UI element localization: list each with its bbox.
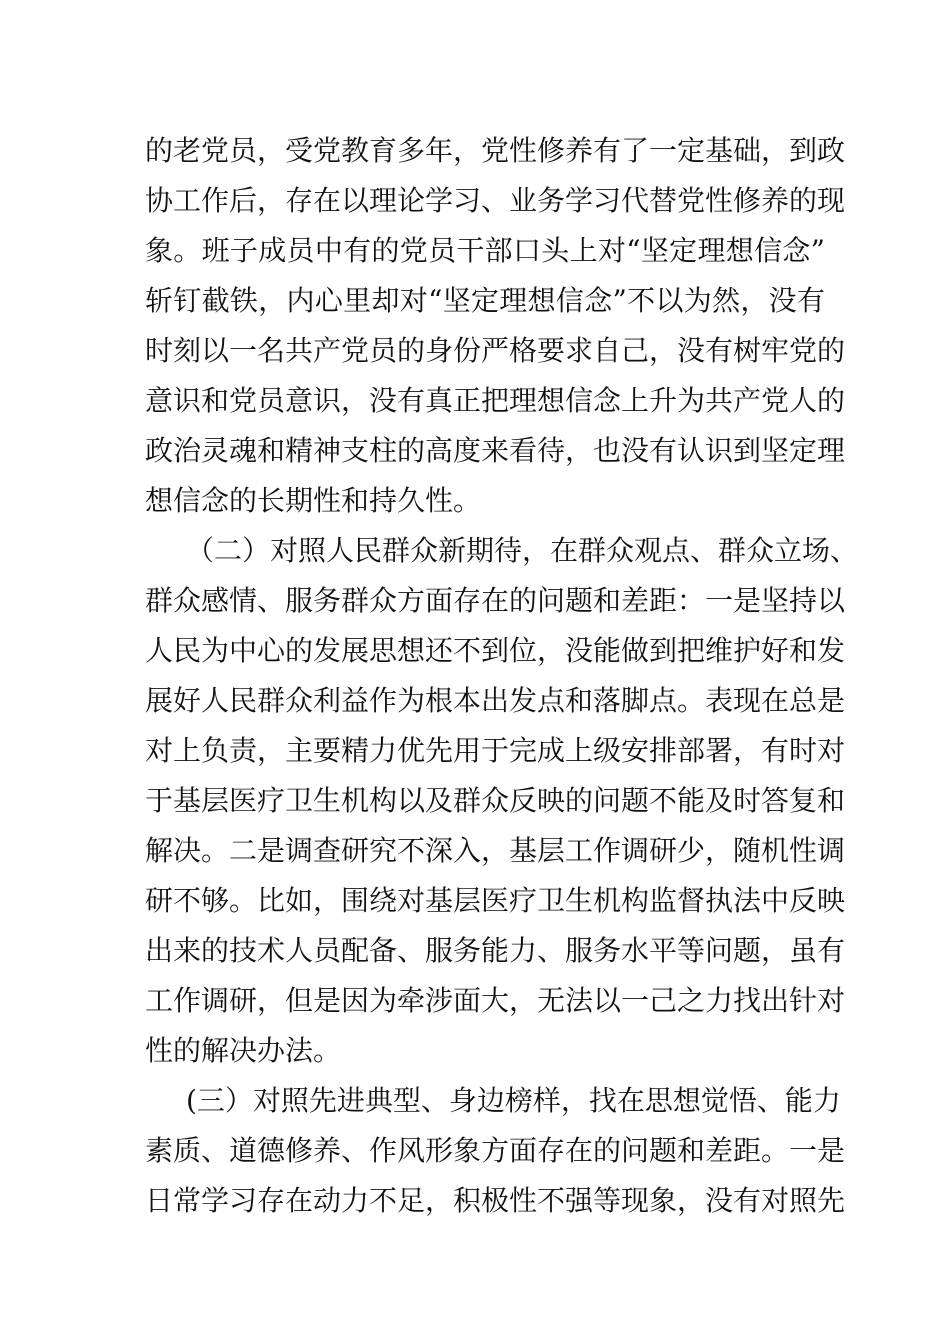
text-line-13: 对上负责，主要精力优先用于完成上级安排部署，有时对 xyxy=(145,734,846,767)
text-line-19: 性的解决办法。 xyxy=(145,1034,342,1067)
text-line-21: 素质、道德修养、作风形象方面存在的问题和差距。一是 xyxy=(145,1134,846,1167)
text-line-17: 出来的技术人员配备、服务能力、服务水平等问题，虽有 xyxy=(145,934,846,967)
text-line-14: 于基层医疗卫生机构以及群众反映的问题不能及时答复和 xyxy=(145,784,846,817)
text-line-11: 人民为中心的发展思想还不到位，没能做到把维护好和发 xyxy=(145,634,846,667)
text-line-7: 政治灵魂和精神支柱的高度来看待，也没有认识到坚定理 xyxy=(145,434,846,467)
text-line-16: 研不够。比如，围绕对基层医疗卫生机构监督执法中反映 xyxy=(145,884,846,917)
text-line-8: 想信念的长期性和持久性。 xyxy=(145,484,482,517)
text-line-22: 日常学习存在动力不足，积极性不强等现象，没有对照先 xyxy=(145,1184,846,1217)
text-line-15: 解决。二是调查研究不深入，基层工作调研少，随机性调 xyxy=(145,834,846,867)
text-line-1: 的老党员，受党教育多年，党性修养有了一定基础，到政 xyxy=(145,134,846,167)
paragraph-heading-2: （二）对照人民群众新期待，在群众观点、群众立场、 xyxy=(186,534,859,567)
text-line-2: 协工作后，存在以理论学习、业务学习代替党性修养的现 xyxy=(145,184,846,217)
text-line-4: 斩钉截铁，内心里却对“坚定理想信念”不以为然，没有 xyxy=(145,284,825,317)
text-line-18: 工作调研，但是因为牵涉面大，无法以一己之力找出针对 xyxy=(145,984,846,1017)
text-line-5: 时刻以一名共产党员的身份严格要求自己，没有树牢党的 xyxy=(145,334,846,367)
text-line-3: 象。班子成员中有的党员干部口头上对“坚定理想信念” xyxy=(145,234,825,267)
text-line-12: 展好人民群众利益作为根本出发点和落脚点。表现在总是 xyxy=(145,684,846,717)
text-line-10: 群众感情、服务群众方面存在的问题和差距：一是坚持以 xyxy=(145,584,846,617)
paragraph-heading-3: (三）对照先进典型、身边榜样，找在思想觉悟、能力 xyxy=(186,1084,841,1117)
text-line-6: 意识和党员意识，没有真正把理想信念上升为共产党人的 xyxy=(145,384,846,417)
